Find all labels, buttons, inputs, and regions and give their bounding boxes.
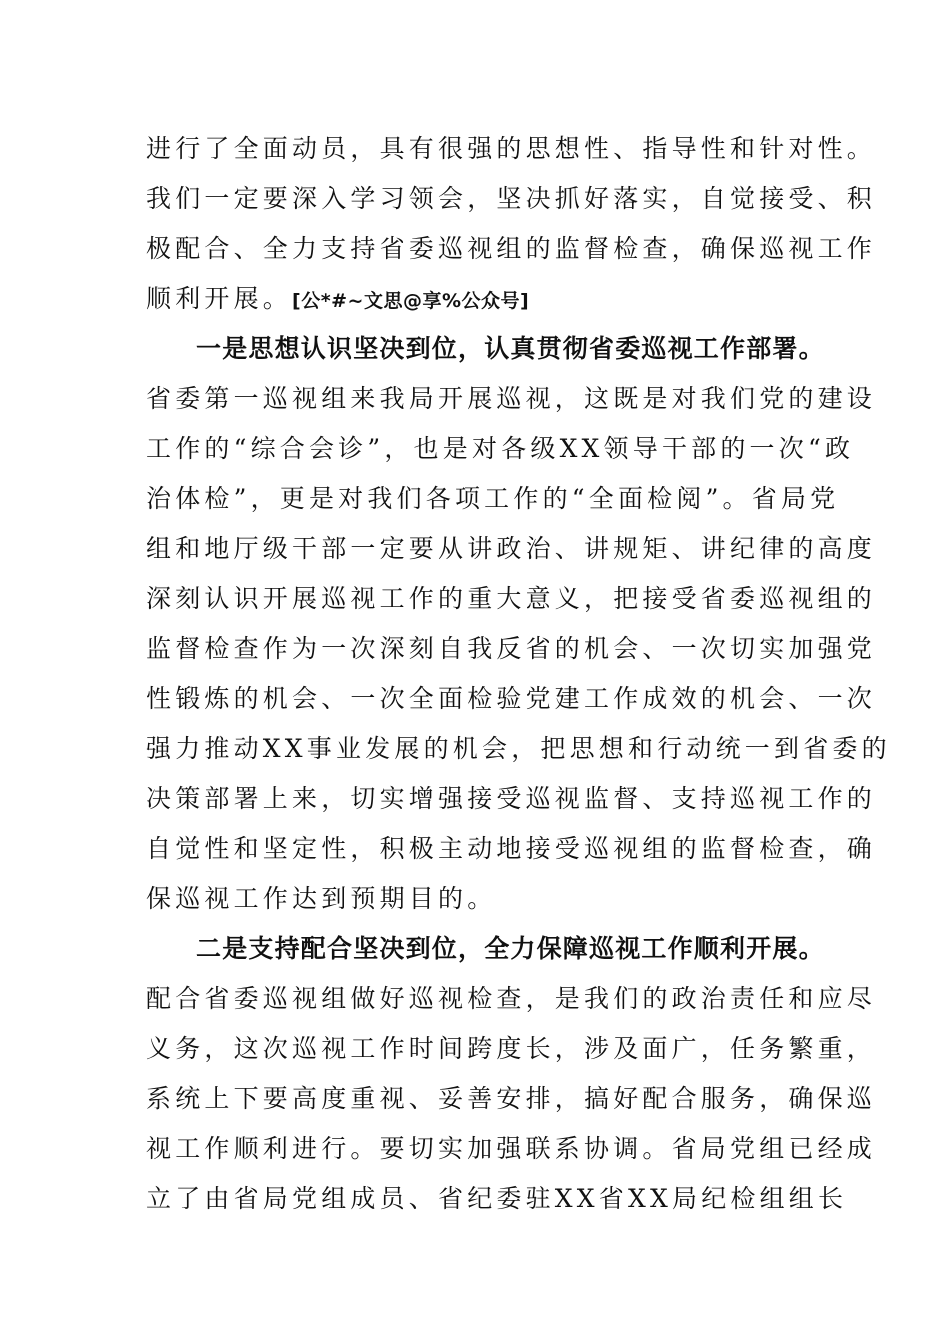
body-text — [146, 124, 891, 1224]
text-line: 系统上下要高度重视、妥善安排，搞好配合服务，确保巡 — [146, 1084, 877, 1113]
text-line: 性锻炼的机会、一次全面检验党建工作成效的机会、一次 — [146, 684, 877, 713]
text-line: 决策部署上来，切实增强接受巡视监督、支持巡视工作的 — [146, 784, 877, 813]
text-line: 自觉性和坚定性，积极主动地接受巡视组的监督检查，确 — [146, 834, 877, 863]
watermark-tag: [公*#~文思@享%公众号] — [292, 290, 530, 312]
text-line: 治体检”，更是对我们各项工作的“全面检阅”。省局党 — [146, 484, 840, 513]
text-line: 保巡视工作达到预期目的。 — [146, 884, 497, 913]
text-line: 义务，这次巡视工作时间跨度长，涉及面广，任务繁重， — [146, 1034, 877, 1063]
text-line: 视工作顺利进行。要切实加强联系协调。省局党组已经成 — [146, 1134, 877, 1163]
text-line: 工作的“综合会诊”，也是对各级XX领导干部的一次“政 — [146, 434, 855, 463]
text-line: 配合省委巡视组做好巡视检查，是我们的政治责任和应尽 — [146, 984, 877, 1013]
section-heading-1: 一是思想认识坚决到位，认真贯彻省委巡视工作部署。 — [196, 334, 825, 363]
text-line: 深刻认识开展巡视工作的重大意义，把接受省委巡视组的 — [146, 584, 877, 613]
section-heading-2: 二是支持配合坚决到位，全力保障巡视工作顺利开展。 — [196, 934, 825, 963]
text-line: 省委第一巡视组来我局开展巡视，这既是对我们党的建设 — [146, 384, 877, 413]
text-line-content: 顺利开展。 — [146, 284, 293, 313]
text-line: 我们一定要深入学习领会，坚决抓好落实，自觉接受、积 — [146, 184, 877, 213]
text-line: 强力推动XX事业发展的机会，把思想和行动统一到省委的 — [146, 734, 891, 763]
text-line: 监督检查作为一次深刻自我反省的机会、一次切实加强党 — [146, 634, 877, 663]
text-line — [146, 274, 806, 324]
text-line: 组和地厅级干部一定要从讲政治、讲规矩、讲纪律的高度 — [146, 534, 877, 563]
text-line: 进行了全面动员，具有很强的思想性、指导性和针对性。 — [146, 134, 877, 163]
text-line: 立了由省局党组成员、省纪委驻XX省XX局纪检组组长 — [146, 1184, 848, 1213]
text-line: 极配合、全力支持省委巡视组的监督检查，确保巡视工作 — [146, 234, 877, 263]
